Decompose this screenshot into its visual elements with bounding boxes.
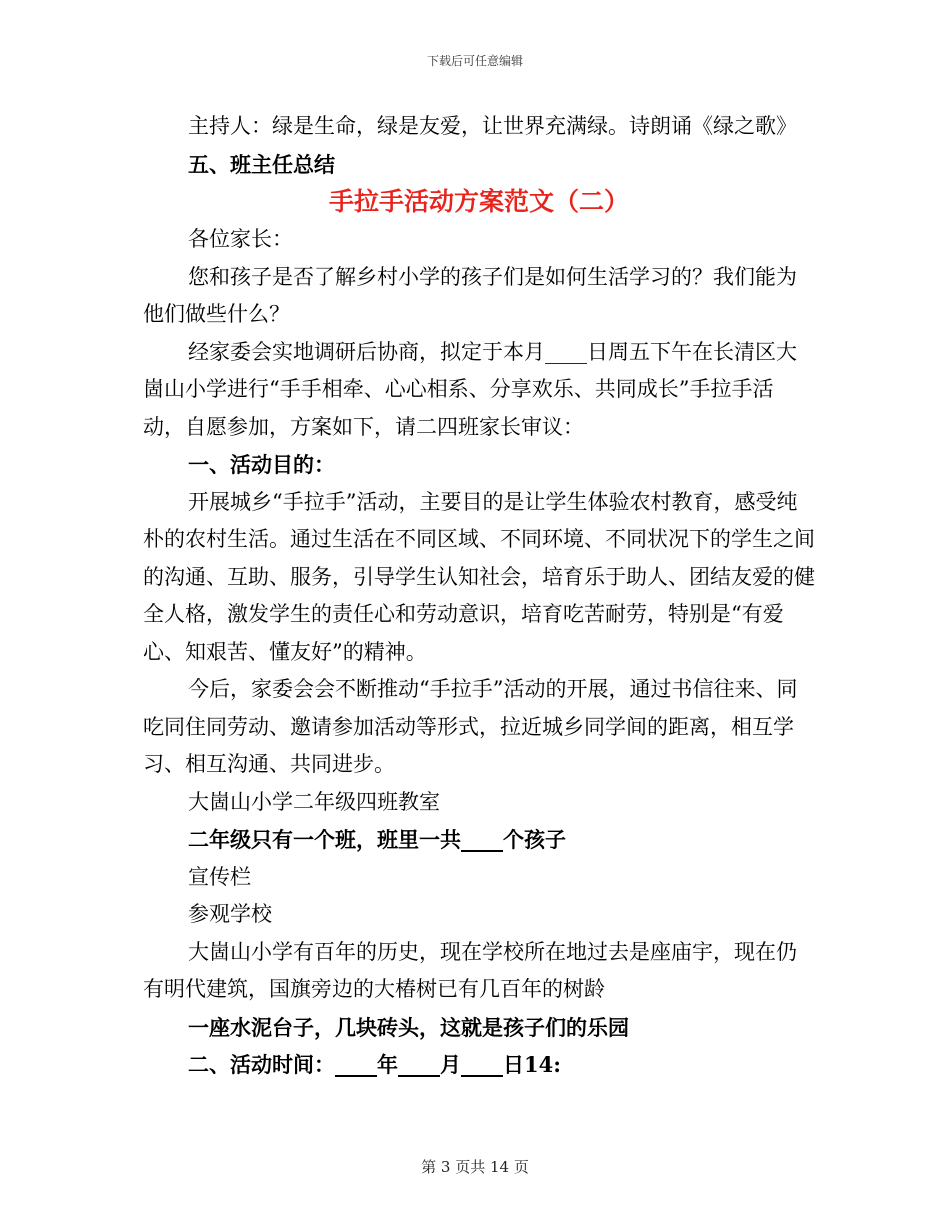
page-header: 下载后可任意编辑 xyxy=(426,54,523,68)
document-title: 手拉手活动方案范文（二） xyxy=(328,187,629,216)
host-line: 主持人：绿是生命，绿是友爱，让世界充满绿。诗朗诵《绿之歌》 xyxy=(188,114,797,138)
paragraph-plan: 经家委会实地调研后协商，拟定于本月____日周五下午在长清区大崮山小学进行“手手相牵、心心相系、分享欢乐、共同成长”手拉手活动，自愿参加，方案如下，请二四班家长审议： xyxy=(143,339,797,439)
caption-classroom: 大崮山小学二年级四班教室 xyxy=(188,789,440,814)
document-body xyxy=(143,108,815,1084)
caption-playground: 一座水泥台子，几块砖头，这就是孩子们的乐园 xyxy=(188,1014,629,1040)
section-heading-2: 二、活动时间：____年____月____日14: xyxy=(188,1052,561,1077)
paragraph-future: 今后，家委会会不断推动“手拉手”活动的开展，通过书信往来、同吃同住同劳动、邀请参加活动等形式，拉近城乡同学间的距离，相互学习、相互沟通、共同进步。 xyxy=(143,677,798,776)
paragraph-purpose: 开展城乡“手拉手”活动，主要目的是让学生体验农村教育，感受纯朴的农村生活。通过生活在不同区域、不同环境、不同状况下的学生之间的沟通、互助、服务，引导学生认知社会，培育乐于助人、团结友爱的健全人格，激发学生的责任心和劳动意识，培育吃苦耐劳，特别是“有爱心、知艰苦、懂友好”的精神。 xyxy=(143,489,815,664)
section-heading-5: 五、班主任总结 xyxy=(188,151,335,177)
paragraph-question: 您和孩子是否了解乡村小学的孩子们是如何生活学习的？我们能为他们做些什么？ xyxy=(143,264,797,326)
salutation: 各位家长： xyxy=(188,227,293,251)
caption-class-size: 二年级只有一个班，班里一共____个孩子 xyxy=(188,827,566,852)
caption-bulletin: 宣传栏 xyxy=(188,864,251,889)
caption-visit: 参观学校 xyxy=(188,902,272,926)
paragraph-history: 大崮山小学有百年的历史，现在学校所在地过去是座庙宇，现在仍有明代建筑，国旗旁边的大椿树已有几百年的树龄 xyxy=(143,939,797,1001)
section-heading-1: 一、活动目的： xyxy=(188,452,335,477)
page-footer: 第 3 页共 14 页 xyxy=(421,1158,529,1176)
